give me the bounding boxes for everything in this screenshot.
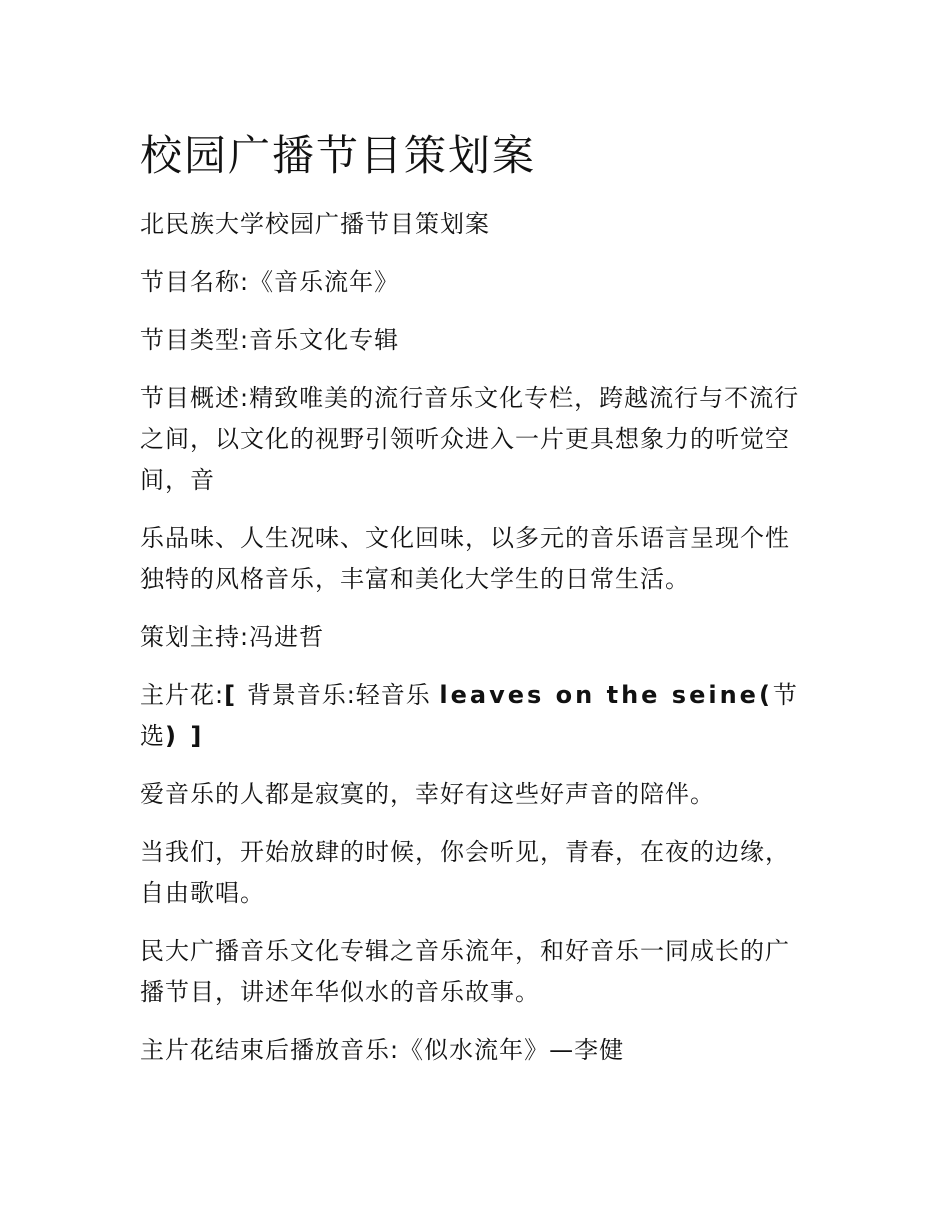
- paragraph-lonely-music: 爱音乐的人都是寂寞的，幸好有这些好声音的陪伴。: [140, 780, 715, 808]
- paragraph-program-intro: 民大广播音乐文化专辑之音乐流年，和好音乐一同成长的广播节目，讲述年华似水的音乐故事。: [140, 937, 790, 1006]
- theme-background-music-label: 背景音乐:轻音乐: [238, 681, 440, 709]
- paragraph-closing-song: 主片花结束后播放音乐:《似水流年》—李健: [140, 1036, 625, 1064]
- theme-segment-prefix: 主片花:: [140, 681, 225, 709]
- paragraph-program-overview: 节目概述:精致唯美的流行音乐文化专栏，跨越流行与不流行之间，以文化的视野引领听众进入一片更具想象力的听觉空间，音: [140, 384, 800, 494]
- theme-bracket-close: ) ]: [165, 722, 205, 750]
- paragraph-subtitle: 北民族大学校园广播节目策划案: [140, 210, 490, 238]
- document-title: 校园广播节目策划案: [140, 131, 537, 180]
- paragraph-overview-continued: 乐品味、人生况味、文化回味，以多元的音乐语言呈现个性独特的风格音乐，丰富和美化大学生的日常生活。: [140, 524, 790, 593]
- paragraph-theme-segment: [140, 675, 800, 757]
- paragraph-program-name: 节目名称:《音乐流年》: [140, 268, 400, 296]
- paragraph-host: 策划主持:冯进哲: [140, 623, 325, 651]
- theme-song-title: leaves on the seine(: [439, 681, 773, 709]
- theme-bracket-open: [: [224, 681, 239, 709]
- theme-excerpt-note: 节选: [140, 681, 798, 750]
- paragraph-youth-singing: 当我们，开始放肆的时候，你会听见，青春，在夜的边缘，自由歌唱。: [140, 838, 790, 907]
- paragraph-program-type: 节目类型:音乐文化专辑: [140, 326, 400, 354]
